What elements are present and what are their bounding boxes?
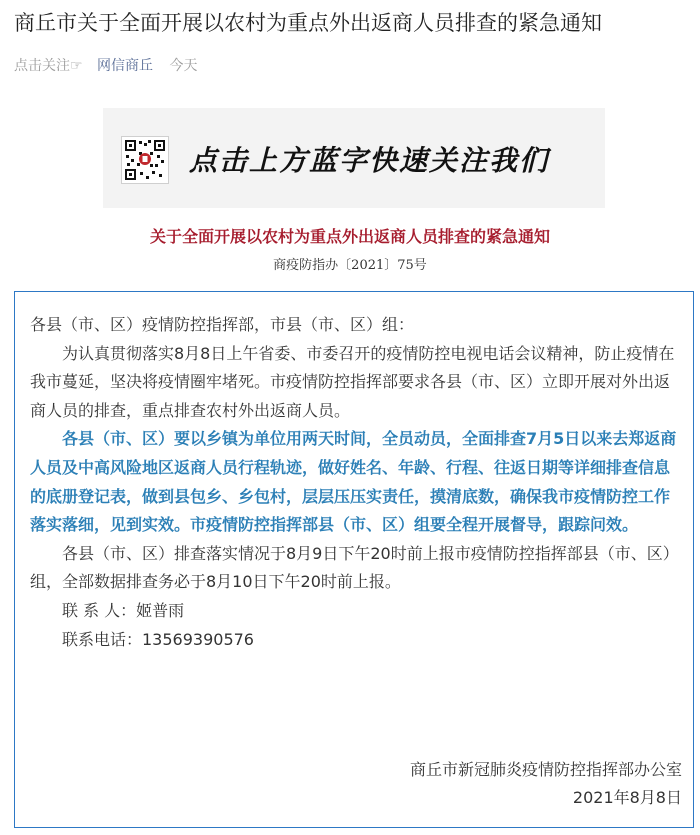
contact-phone: 联系电话：13569390576 xyxy=(62,629,254,649)
document-number: 商疫防指办〔2021〕75号 xyxy=(273,258,427,273)
publish-date: 今天 xyxy=(169,58,198,74)
notice-title: 关于全面开展以农村为重点外出返商人员排查的紧急通知 xyxy=(149,227,550,246)
follow-banner[interactable] xyxy=(103,108,605,208)
hand-pointer-icon: ☞ xyxy=(70,58,83,74)
paragraph-deadline: 各县（市、区）排查落实情况于8月9日下午20时前上报市疫情防控指挥部县（市、区）组，全部数据排查务必于8月10日下午20时前上报。 xyxy=(30,543,679,592)
salutation: 各县（市、区）疫情防控指挥部，市县（市、区）组： xyxy=(30,315,415,334)
follow-link[interactable]: 点击关注 xyxy=(14,58,70,74)
account-name-link[interactable]: 网信商丘 xyxy=(97,58,154,74)
article-meta xyxy=(14,56,197,76)
paragraph-highlight: 各县（市、区）要以乡镇为单位用两天时间，全员动员，全面排查7月5日以来去郑返商人员及中高风险地区返商人员行程轨迹，做好姓名、年龄、行程、往返日期等详细排查信息的底册登记表，做到县包乡、乡包村，层层压压实责任，摸清底数，确保我市疫情防控工作落实落细，见到实效。市疫情防控指挥部县（市、区）组要全程开展督导，跟踪问效。 xyxy=(30,429,677,535)
signature-date: 2021年8月8日 xyxy=(572,788,682,807)
banner-text: 点击上方蓝字快速关注我们 xyxy=(189,144,550,177)
signature-org: 商丘市新冠肺炎疫情防控指挥部办公室 xyxy=(409,760,682,779)
paragraph-intro: 为认真贯彻落实8月8日上午省委、市委召开的疫情防控电视电话会议精神，防止疫情在我市蔓延，坚决将疫情圈牢堵死。市疫情防控指挥部要求各县（市、区）立即开展对外出返商人员的排查，重点排查农村外出返商人员。 xyxy=(30,343,675,420)
contact-person: 联 系 人：姬普雨 xyxy=(62,600,185,620)
qr-code-icon xyxy=(121,136,169,184)
notice-body xyxy=(30,311,680,654)
article-title: 商丘市关于全面开展以农村为重点外出返商人员排查的紧急通知 xyxy=(14,11,602,35)
